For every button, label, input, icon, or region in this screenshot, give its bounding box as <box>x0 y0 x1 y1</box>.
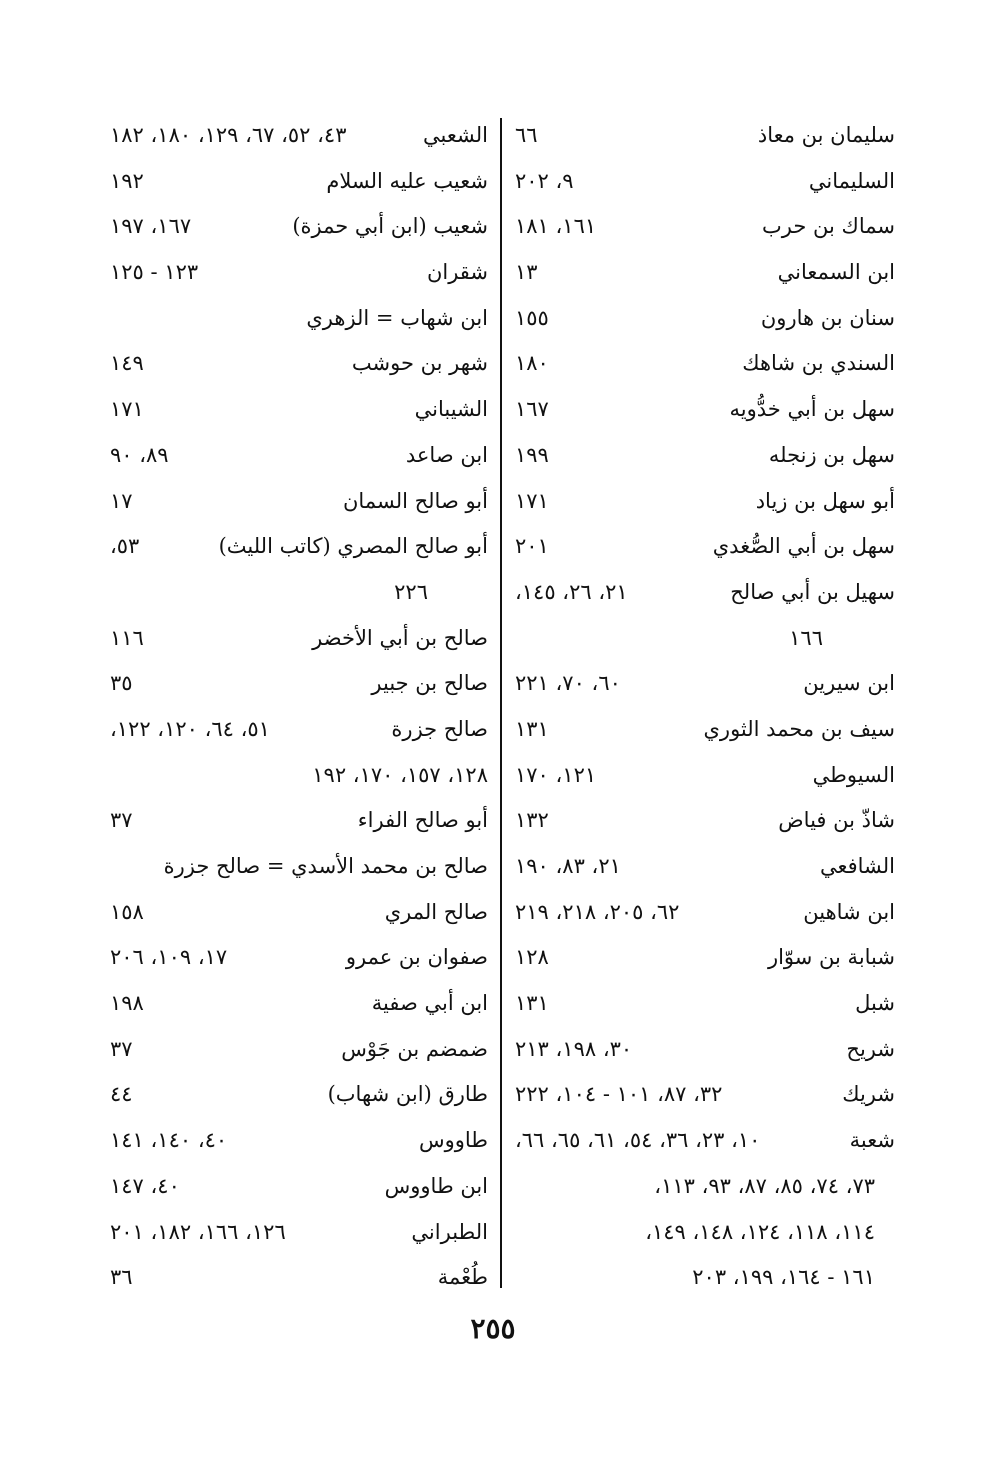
index-entry <box>110 1255 488 1301</box>
entry-pages: ٥١، ٦٤، ١٢٠، ١٢٢، <box>110 716 270 741</box>
entry-name: شريح <box>846 1036 895 1061</box>
entry-name: طُعْمة <box>437 1265 488 1290</box>
entry-name: سهل بن زنجله <box>768 442 895 467</box>
index-entry <box>515 204 895 250</box>
index-entry <box>515 341 895 387</box>
entry-name: ابن أبي صفية <box>371 991 488 1016</box>
entry-name: سماك بن حرب <box>762 214 895 239</box>
index-entry <box>515 1072 895 1118</box>
entry-name: سهل بن أبي الصُّغدي <box>712 534 895 559</box>
entry-pages: ١٩٨ <box>110 991 144 1016</box>
entry-pages: ١٧١ <box>110 397 144 422</box>
index-entry <box>515 433 895 479</box>
entry-pages: ٤٤ <box>110 1082 133 1107</box>
entry-name: أبو صالح المصري (كاتب الليث) <box>218 534 488 559</box>
entry-name: شقران <box>426 260 488 285</box>
entry-pages: ١٣ <box>515 260 538 285</box>
entry-name: شبل <box>855 991 895 1016</box>
index-entry <box>110 1072 488 1118</box>
entry-name: سنان بن هارون <box>760 305 895 330</box>
entry-name: شعيب عليه السلام <box>326 168 488 193</box>
index-entry <box>110 890 488 936</box>
entry-pages: ٦٠، ٧٠، ٢٢١ <box>515 671 621 696</box>
right-column <box>515 113 895 1301</box>
index-entry <box>515 707 895 753</box>
entry-pages: ١٧ <box>110 488 133 513</box>
index-entry <box>110 387 488 433</box>
entry-name: ابن سيرين <box>803 671 895 696</box>
index-entry <box>515 1027 895 1073</box>
entry-pages: ٤٠، ١٤٠، ١٤١ <box>110 1128 228 1153</box>
index-entry <box>515 159 895 205</box>
index-entry <box>515 890 895 936</box>
index-entry <box>110 1210 488 1256</box>
entry-name: سليمان بن معاذ <box>757 123 895 147</box>
entry-pages: ٦٢، ٢٠٥، ٢١٨، ٢١٩ <box>515 899 680 924</box>
index-entry <box>515 753 895 799</box>
index-entry <box>110 707 488 753</box>
entry-pages: ١٣١ <box>515 716 549 741</box>
entry-name: الطبراني <box>411 1219 488 1244</box>
entry-pages: ١٤٩ <box>110 351 144 376</box>
index-entry <box>110 1027 488 1073</box>
index-entry <box>110 981 488 1027</box>
index-entry <box>515 570 895 616</box>
entry-name: سهل بن أبي خدُّويه <box>729 397 895 422</box>
entry-name: سهيل بن أبي صالح <box>730 579 895 604</box>
entry-name: صالح جزرة <box>391 716 488 741</box>
entry-pages: ٤٠، ١٤٧ <box>110 1173 180 1198</box>
entry-pages: ١٥٥ <box>515 305 549 330</box>
entry-pages: ١٣٢ <box>515 808 549 833</box>
entry-pages: ١١٦ <box>110 625 144 650</box>
entry-pages: ١٥٨ <box>110 899 144 924</box>
entry-name: طاووس <box>418 1128 488 1153</box>
entry-pages: ١٠، ٢٣، ٣٦، ٥٤، ٦١، ٦٥، ٦٦، <box>515 1128 761 1153</box>
entry-name: ضمضم بن جَوْس <box>341 1036 488 1061</box>
entry-pages: ٢١، ٢٦، ١٤٥، <box>515 579 628 604</box>
entry-name: السيوطي <box>812 762 895 787</box>
entry-pages: ١٦١، ١٨١ <box>515 214 597 239</box>
entry-continuation: ١١٤، ١١٨، ١٢٤، ١٤٨، ١٤٩، <box>645 1219 875 1244</box>
index-entry <box>515 798 895 844</box>
index-entry <box>515 250 895 296</box>
index-entry <box>110 159 488 205</box>
entry-name: شريك <box>842 1082 895 1107</box>
entry-pages: ٩، ٢٠٢ <box>515 168 574 193</box>
entry-name: السندي بن شاهك <box>742 351 895 376</box>
entry-name: شاذّ بن فياض <box>778 808 895 833</box>
index-entry <box>515 524 895 570</box>
index-entry <box>515 935 895 981</box>
entry-name: سيف بن محمد الثوري <box>703 716 895 741</box>
index-entry <box>515 844 895 890</box>
entry-name: صالح بن محمد الأسدي = صالح جزرة <box>163 854 488 878</box>
index-entry <box>110 524 488 570</box>
entry-pages: ١٢١، ١٧٠ <box>515 762 597 787</box>
index-entry <box>110 1118 488 1164</box>
entry-continuation: ١٦١ - ١٦٤، ١٩٩، ٢٠٣ <box>692 1265 875 1290</box>
entry-name: صالح بن أبي الأخضر <box>312 625 488 650</box>
entry-name: أبو صالح السمان <box>343 488 488 513</box>
index-entry <box>110 204 488 250</box>
index-entry <box>515 1118 895 1164</box>
index-entry <box>515 1164 895 1210</box>
index-entry <box>515 113 895 159</box>
entry-name: أبو سهل بن زياد <box>755 488 895 513</box>
index-entry <box>110 296 488 342</box>
entry-pages: ١٩٩ <box>515 442 549 467</box>
entry-name: شهر بن حوشب <box>351 351 488 376</box>
index-entry <box>515 1210 895 1256</box>
entry-pages: ٣٦ <box>110 1265 133 1290</box>
entry-pages: ١٢٨ <box>515 945 549 970</box>
index-entry <box>110 250 488 296</box>
entry-name: الشافعي <box>819 854 895 878</box>
index-entry <box>110 113 488 159</box>
entry-name: ابن طاووس <box>384 1173 488 1198</box>
index-entry <box>110 798 488 844</box>
index-entry <box>110 844 488 890</box>
entry-pages: ١٩٢ <box>110 168 144 193</box>
entry-name: السليماني <box>808 168 895 193</box>
entry-pages: ٦٦ <box>515 123 538 147</box>
index-entry <box>110 479 488 525</box>
entry-pages: ١٢٣ - ١٢٥ <box>110 260 199 285</box>
entry-pages: ٢٠١ <box>515 534 549 559</box>
index-entry <box>515 296 895 342</box>
entry-name: طارق (ابن شهاب) <box>327 1082 488 1107</box>
column-divider <box>500 118 502 1288</box>
entry-name: شبابة بن سوّار <box>767 945 895 970</box>
index-entry <box>110 341 488 387</box>
entry-pages: ١٢٦، ١٦٦، ١٨٢، ٢٠١ <box>110 1219 286 1244</box>
entry-continuation: ٧٣، ٧٤، ٨٥، ٨٧، ٩٣، ١١٣، <box>654 1173 875 1198</box>
index-entry <box>110 753 488 799</box>
left-column <box>110 113 488 1301</box>
entry-pages: ١٦٧ <box>515 397 549 422</box>
index-entry <box>110 433 488 479</box>
index-entry <box>110 1164 488 1210</box>
entry-pages: ١٦٧، ١٩٧ <box>110 214 192 239</box>
page-number: ٢٥٥ <box>470 1312 516 1345</box>
index-entry <box>110 570 488 616</box>
entry-pages: ١٧١ <box>515 488 549 513</box>
index-entry <box>515 661 895 707</box>
entry-pages: ٣٧ <box>110 1036 133 1061</box>
entry-pages: ٥٣، <box>110 534 140 559</box>
entry-name: أبو صالح الفراء <box>357 808 488 833</box>
entry-name: شعبة <box>849 1128 895 1153</box>
entry-pages: ٣٧ <box>110 808 133 833</box>
entry-name: صالح بن جبير <box>371 671 488 696</box>
entry-continuation: ١٢٨، ١٥٧، ١٧٠، ١٩٢ <box>312 762 488 787</box>
entry-pages: ٣٠، ١٩٨، ٢١٣ <box>515 1036 633 1061</box>
index-entry <box>515 981 895 1027</box>
index-entry <box>110 935 488 981</box>
entry-name: الشيباني <box>414 397 488 422</box>
index-entry <box>515 616 895 662</box>
entry-pages: ٨٩، ٩٠ <box>110 442 169 467</box>
index-entry <box>515 479 895 525</box>
index-entry <box>515 387 895 433</box>
index-entry <box>515 1255 895 1301</box>
entry-continuation: ١٦٦ <box>789 625 823 650</box>
entry-name: الشعبي <box>423 123 488 147</box>
index-entry <box>110 661 488 707</box>
entry-continuation: ٢٢٦ <box>394 579 428 604</box>
entry-name: ابن شاهين <box>803 899 895 924</box>
entry-pages: ١٨٠ <box>515 351 549 376</box>
entry-pages: ٣٢، ٨٧، ١٠١ - ١٠٤، ٢٢٢ <box>515 1082 723 1107</box>
entry-name: صالح المري <box>384 899 488 924</box>
entry-name: ابن السمعاني <box>777 260 895 285</box>
entry-name: ابن صاعد <box>405 442 488 467</box>
entry-name: صفوان بن عمرو <box>345 945 488 970</box>
entry-name: شعيب (ابن أبي حمزة) <box>292 214 488 239</box>
entry-pages: ١٧، ١٠٩، ٢٠٦ <box>110 945 228 970</box>
entry-pages: ٢١، ٨٣، ١٩٠ <box>515 854 621 878</box>
entry-pages: ١٣١ <box>515 991 549 1016</box>
index-entry <box>110 616 488 662</box>
entry-pages: ٣٥ <box>110 671 133 696</box>
entry-name: ابن شهاب = الزهري <box>306 305 488 330</box>
entry-pages: ٤٣، ٥٢، ٦٧، ١٢٩، ١٨٠، ١٨٢ <box>110 123 347 147</box>
